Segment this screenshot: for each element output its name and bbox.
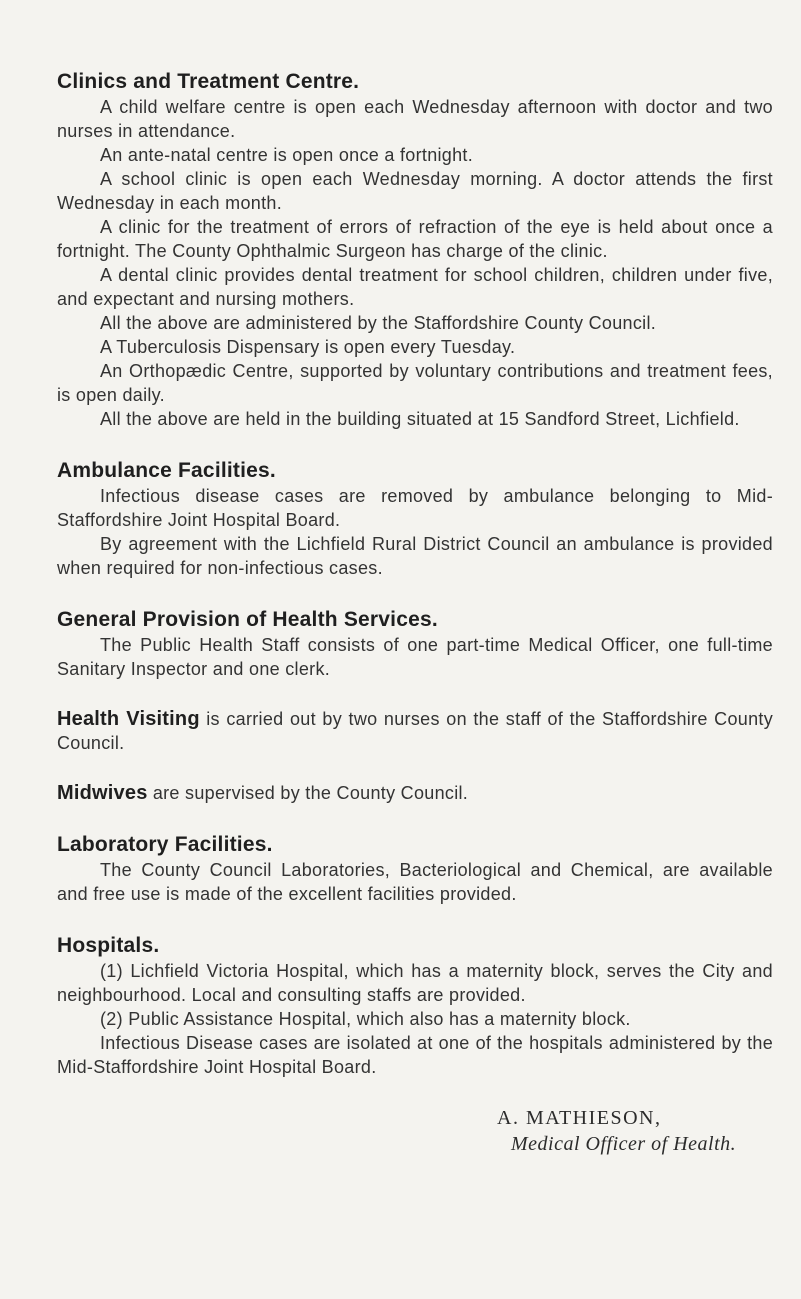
spacer: [57, 755, 773, 781]
ambulance-heading: Ambulance Facilities.: [57, 459, 276, 482]
health-visiting-heading: Health Visiting: [57, 708, 200, 730]
ambulance-paragraph: By agreement with the Lichfield Rural District Council an ambulance is provided when required for non-infectious cases.: [57, 534, 773, 578]
section-hospitals: [57, 932, 773, 1079]
health-visiting-text: is carried out by two nurses on the staff of the Staffordshire County Council.: [57, 709, 774, 753]
general-provision-paragraph: The Public Health Staff consists of one part-time Medical Officer, one full-time Sanitary Inspector and one clerk.: [57, 635, 773, 679]
hospitals-heading: Hospitals.: [57, 934, 160, 957]
clinics-paragraph: A school clinic is open each Wednesday morning. A doctor attends the first Wednesday in each month.: [57, 169, 773, 213]
spacer: [57, 580, 773, 606]
clinics-paragraph: A child welfare centre is open each Wednesday afternoon with doctor and two nurses in attendance.: [57, 97, 773, 141]
hospitals-paragraph: (1) Lichfield Victoria Hospital, which has a maternity block, serves the City and neighbourhood. Local and consulting staffs are provided.: [57, 961, 773, 1005]
hospitals-paragraph: Infectious Disease cases are isolated at one of the hospitals administered by the Mid-Staffordshire Joint Hospital Board.: [57, 1033, 773, 1077]
spacer: [57, 681, 773, 707]
midwives-paragraph: [57, 781, 773, 805]
clinics-paragraph: A dental clinic provides dental treatment for school children, children under five, and expectant and nursing mothers.: [57, 265, 773, 309]
laboratory-heading: Laboratory Facilities.: [57, 833, 273, 856]
midwives-heading: Midwives: [57, 782, 148, 804]
midwives-text: are supervised by the County Council.: [147, 783, 469, 803]
section-ambulance: [57, 457, 773, 580]
signature-block: [57, 1105, 773, 1157]
hospitals-paragraph: (2) Public Assistance Hospital, which also has a maternity block.: [100, 1009, 631, 1029]
section-health-visiting: [57, 707, 773, 755]
health-visiting-paragraph: [57, 707, 773, 755]
spacer: [57, 431, 773, 457]
general-provision-heading: General Provision of Health Services.: [57, 608, 438, 631]
section-laboratory: [57, 831, 773, 906]
spacer: [57, 906, 773, 932]
signature-title: Medical Officer of Health.: [511, 1133, 737, 1155]
laboratory-paragraph: The County Council Laboratories, Bacteriological and Chemical, are available and free use is made of the excellent facilities provided.: [57, 860, 773, 904]
section-midwives: [57, 781, 773, 805]
clinics-paragraph: An ante-natal centre is open once a fortnight.: [100, 145, 474, 165]
clinics-paragraph: An Orthopædic Centre, supported by voluntary contributions and treatment fees, is open daily.: [57, 361, 773, 405]
signature-name: A. MATHIESON,: [497, 1107, 662, 1129]
ambulance-paragraph: Infectious disease cases are removed by ambulance belonging to Mid-Staffordshire Joint Hospital Board.: [57, 486, 773, 530]
clinics-paragraph: All the above are administered by the Staffordshire County Council.: [100, 313, 657, 333]
clinics-heading: Clinics and Treatment Centre.: [57, 70, 360, 93]
clinics-paragraph: A clinic for the treatment of errors of refraction of the eye is held about once a fortnight. The County Ophthalmic Surgeon has charge of the clinic.: [57, 217, 773, 261]
clinics-paragraph: A Tuberculosis Dispensary is open every Tuesday.: [100, 337, 516, 357]
clinics-paragraph: All the above are held in the building situated at 15 Sandford Street, Lichfield.: [100, 409, 740, 429]
section-clinics: [57, 68, 773, 431]
spacer: [57, 805, 773, 831]
section-general-provision: [57, 606, 773, 681]
